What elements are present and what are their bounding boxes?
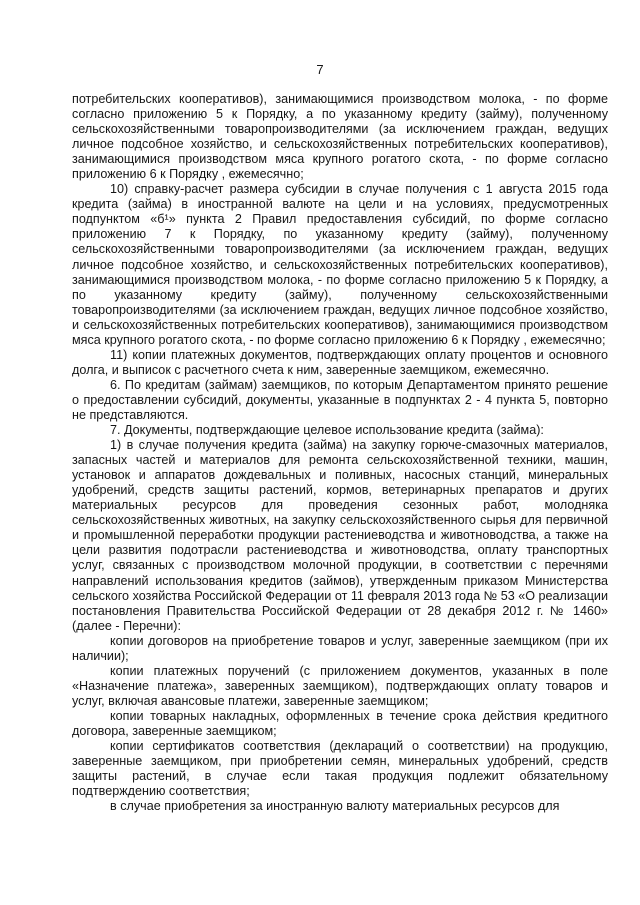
paragraph: в случае приобретения за иностранную валюту материальных ресурсов для [110, 799, 560, 814]
paragraph: копии товарных накладных, оформленных в течение срока действия кредитного договора, заверенные заемщиком; [72, 708, 608, 738]
paragraph: копии платежных поручений (с приложением документов, указанных в поле «Назначение платежа», заверенных заемщиком), подтверждающих оплату товаров и услуг, включая авансовые платежи, заверенные заемщиком; [72, 663, 608, 708]
document-body [72, 92, 608, 814]
paragraph: 6. По кредитам (займам) заемщиков, по которым Департаментом принято решение о предоставлении субсидий, документы, указанные в подпунктах 2 - 4 пункта 5, повторно не представляются. [72, 377, 608, 422]
paragraph: копии договоров на приобретение товаров и услуг, заверенные заемщиком (при их наличии); [72, 633, 608, 663]
paragraph: 10) справку-расчет размера субсидии в случае получения с 1 августа 2015 года кредита (займа) в иностранной валюте на цели и на условиях, предусмотренных подпунктом «б¹» пункта 2 Правил предоставления субсидий, по форме согласно приложению 7 к Порядку, по указанному кредиту (займу), полученному сельскохозяйственными товаропроизводителями (за исключением граждан, ведущих личное подсобное хозяйство, и сельскохозяйственных потребительских кооперативов), занимающимися производством молока, - по форме согласно приложению 5 к Порядку, а по указанному кредиту (займу), полученному сельскохозяйственными товаропроизводителями (за исключением граждан, ведущих личное подсобное хозяйство, и сельскохозяйственных потребительских кооперативов), занимающимися производством мяса крупного рогатого скота, - по форме согласно приложению 6 к Порядку , ежемесячно; [72, 182, 608, 347]
page-number: 7 [316, 62, 324, 77]
paragraph: 7. Документы, подтверждающие целевое использование кредита (займа): [110, 423, 544, 438]
paragraph: 1) в случае получения кредита (займа) на закупку горюче-смазочных материалов, запасных частей и материалов для ремонта сельскохозяйственной техники, машин, установок и аппаратов дождевальных и поливных, насосных станций, минеральных удобрений, средств защиты растений, кормов, ветеринарных препаратов и других материальных ресурсов для проведения сезонных работ, молодняка сельскохозяйственных животных, на закупку сельскохозяйственного сырья для первичной и промышленной переработки продукции растениеводства и животноводства, а также на цели развития подотрасли растениеводства и животноводства, оплату транспортных услуг, связанных с производством молочной продукции, в соответствии с перечнями направлений использования кредитов (займов), утвержденным приказом Министерства сельского хозяйства Российской Федерации от 11 февраля 2013 года № 53 «О реализации постановления Правительства Российской Федерации от 28 декабря 2012 г. № 1460» (далее - Перечни): [72, 438, 608, 633]
paragraph: копии сертификатов соответствия (деклараций о соответствии) на продукцию, заверенные заемщиком, при приобретении семян, минеральных удобрений, средств защиты растений, в случае если такая продукция подлежит обязательному подтверждению соответствия; [72, 739, 608, 799]
paragraph: потребительских кооперативов), занимающимися производством молока, - по форме согласно приложению 5 к Порядку, а по указанному кредиту (займу), полученному сельскохозяйственными товаропроизводителями (за исключением граждан, ведущих личное подсобное хозяйство, и сельскохозяйственных потребительских кооперативов), занимающимися производством мяса крупного рогатого скота, - по форме согласно приложению 6 к Порядку , ежемесячно; [72, 92, 608, 182]
paragraph: 11) копии платежных документов, подтверждающих оплату процентов и основного долга, и выписок с расчетного счета к ним, заверенные заемщиком, ежемесячно. [72, 347, 608, 377]
